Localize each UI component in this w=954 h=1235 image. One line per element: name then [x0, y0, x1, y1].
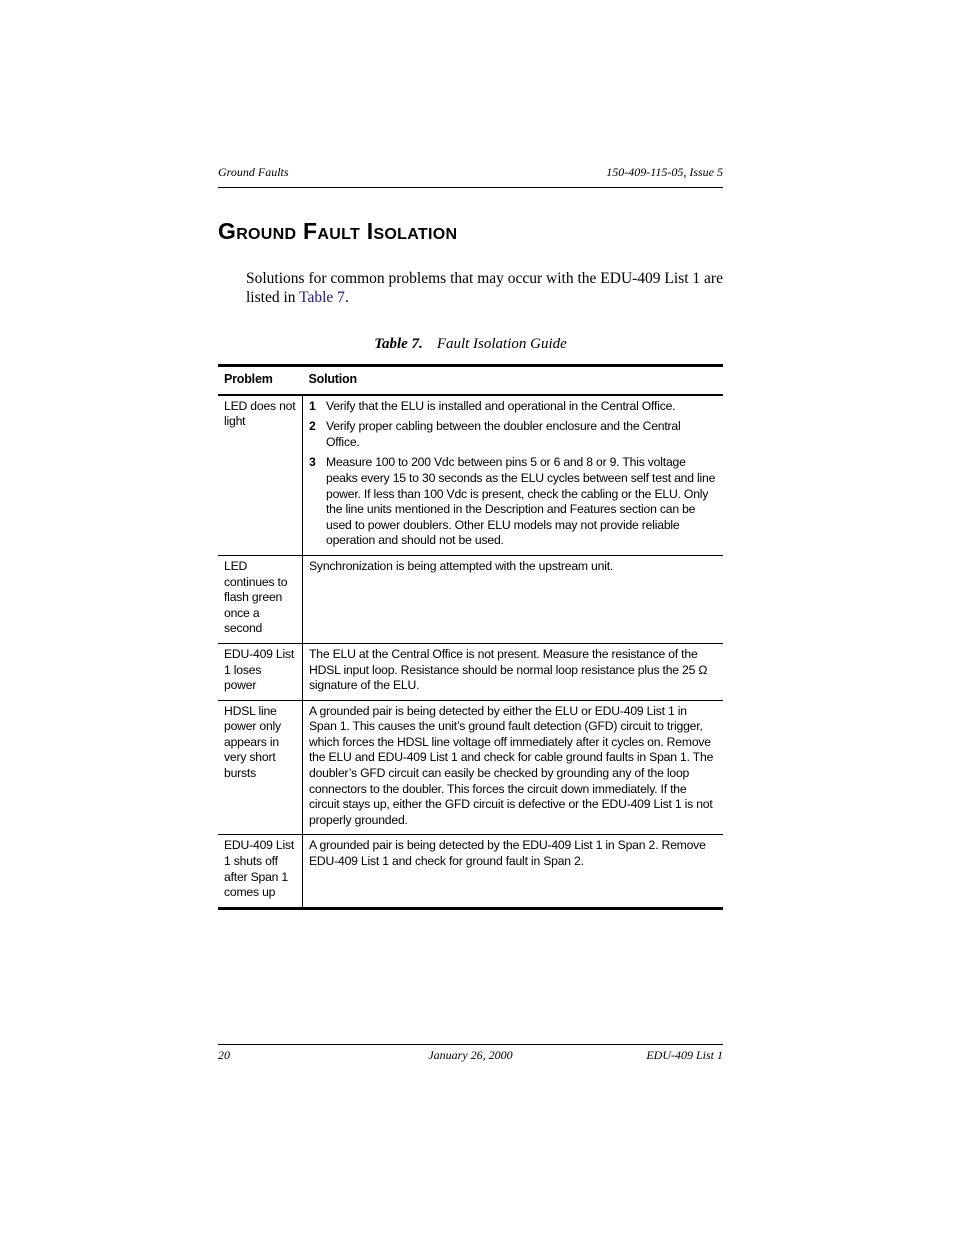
step-text: Verify that the ELU is installed and operational in the Central Office.	[326, 398, 676, 413]
running-header	[218, 164, 723, 188]
header-doc-id: 150-409-115-05, Issue 5	[606, 165, 723, 179]
header-section: Ground Faults	[218, 165, 289, 179]
footer-product: EDU-409 List 1	[646, 1048, 723, 1062]
footer-date: January 26, 2000	[428, 1048, 513, 1062]
intro-end: .	[344, 289, 349, 306]
table-row	[218, 835, 723, 908]
running-footer	[218, 1044, 723, 1065]
page-title: Ground Fault Isolation	[218, 218, 458, 244]
solution-cell	[303, 395, 724, 556]
solution-step	[309, 399, 717, 415]
footer-page-number: 20	[218, 1048, 230, 1062]
step-text: Verify proper cabling between the doubler enclosure and the Central Office.	[326, 419, 681, 449]
step-number: 3	[309, 455, 316, 470]
problem-cell: EDU-409 List 1 shuts off after Span 1 comes up	[218, 835, 303, 908]
table-caption-text: Fault Isolation Guide	[436, 336, 567, 352]
column-header-problem: Problem	[218, 366, 303, 395]
intro-text: Solutions for common problems that may occur with the EDU-409 List 1 are listed in	[246, 270, 723, 306]
problem-cell: EDU-409 List 1 loses power	[218, 643, 303, 700]
solution-cell: Synchronization is being attempted with the upstream unit.	[303, 555, 724, 643]
column-header-solution: Solution	[303, 366, 724, 395]
table-row	[218, 555, 723, 643]
table-cross-reference-link[interactable]: Table 7	[299, 289, 345, 306]
step-text: Measure 100 to 200 Vdc between pins 5 or 6 and 8 or 9. This voltage peaks every 15 to 30 seconds as the ELU cycles between self test and line power. If less than 100 Vdc is present, check the cabling or the ELU. Only the line units mentioned in the Description and Features section can be used to power doublers. Other ELU models may not provide reliable operation and should not be used.	[326, 455, 716, 548]
table-caption	[218, 336, 723, 353]
table-header-row	[218, 366, 723, 395]
problem-cell: LED continues to flash green once a second	[218, 555, 303, 643]
intro-paragraph	[246, 269, 726, 307]
solution-step	[309, 455, 717, 549]
solution-step	[309, 419, 717, 450]
solution-cell: A grounded pair is being detected by the EDU-409 List 1 in Span 2. Remove EDU-409 List 1 and check for ground fault in Span 2.	[303, 835, 724, 908]
problem-cell: HDSL line power only appears in very short bursts	[218, 700, 303, 835]
table-row	[218, 395, 723, 556]
table-caption-label: Table 7.	[374, 336, 423, 352]
solution-cell: The ELU at the Central Office is not present. Measure the resistance of the HDSL input loop. Resistance should be normal loop resistance plus the 25 Ω signature of the ELU.	[303, 643, 724, 700]
problem-cell: LED does not light	[218, 395, 303, 556]
solution-steps	[309, 399, 717, 549]
table-row	[218, 643, 723, 700]
table-row	[218, 700, 723, 835]
fault-isolation-table	[218, 364, 723, 910]
step-number: 1	[309, 398, 316, 413]
solution-cell: A grounded pair is being detected by either the ELU or EDU-409 List 1 in Span 1. This causes the unit’s ground fault detection (GFD) circuit to trigger, which forces the HDSL line voltage off immediately after it cycles on. Remove the ELU and EDU-409 List 1 and check for cable ground faults in Span 1. The doubler’s GFD circuit can easily be checked by grounding any of the loop connectors to the doubler. This forces the circuit down immediately. If the circuit stays up, either the GFD circuit is defective or the EDU-409 List 1 is not properly grounded.	[303, 700, 724, 835]
step-number: 2	[309, 419, 316, 434]
